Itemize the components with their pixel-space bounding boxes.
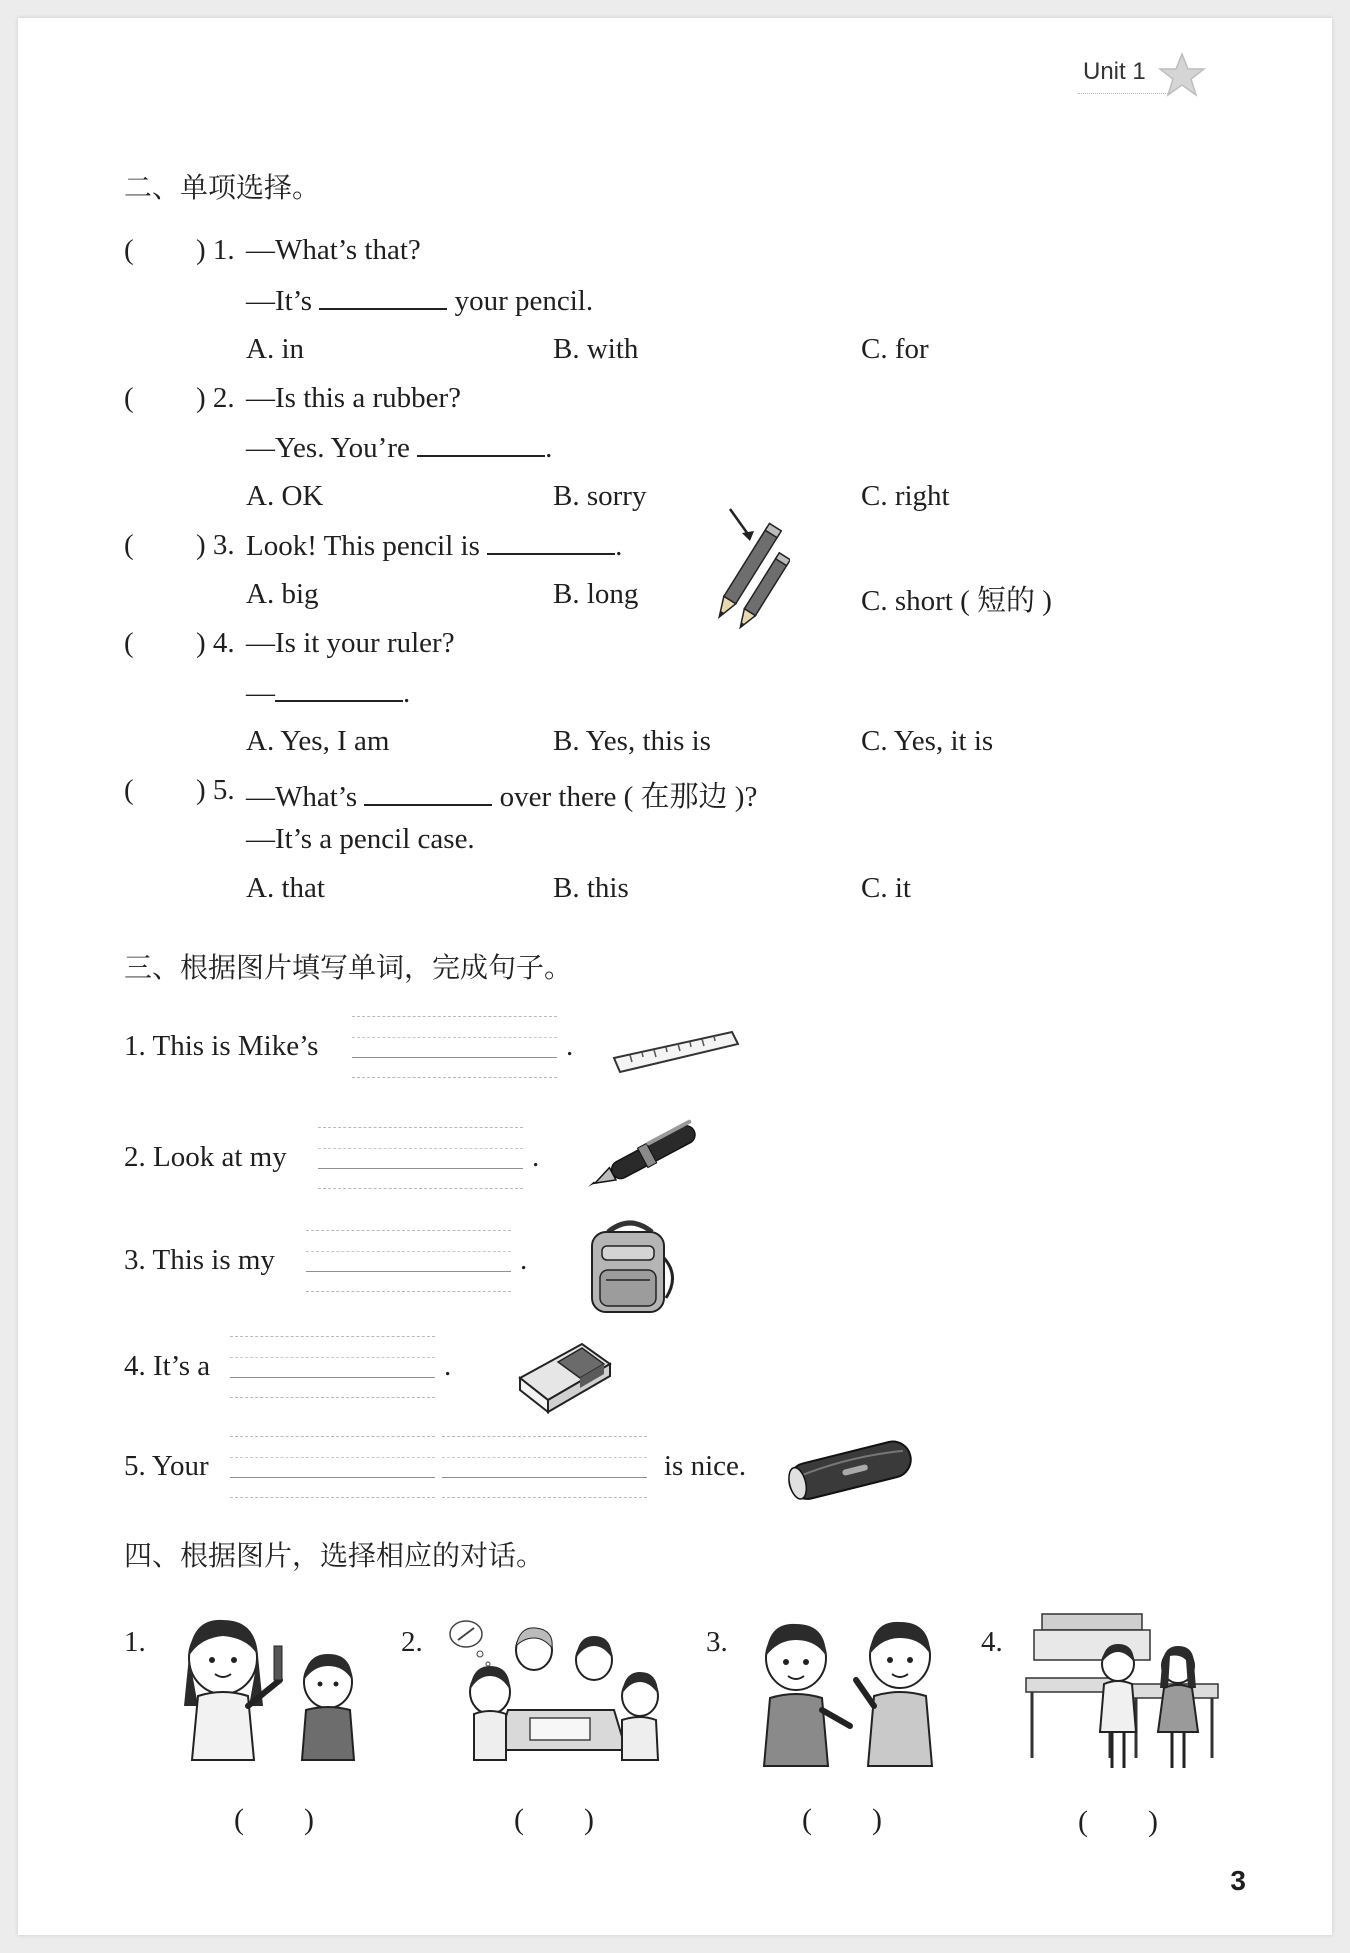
q1-line2 (246, 284, 593, 318)
worksheet-page (18, 18, 1332, 1935)
schoolbag-icon (578, 1214, 682, 1318)
answer-paren-q4[interactable]: ( (124, 627, 134, 659)
star-icon (1158, 52, 1206, 98)
q1-option-c[interactable]: C. for (861, 333, 929, 365)
q3-option-c[interactable]: C. short ( 短的 ) (861, 585, 1052, 617)
q1-line2-pre: —It’s (246, 285, 313, 317)
q5-option-c[interactable]: C. it (861, 872, 911, 904)
answer-paren-q3[interactable]: ( (124, 529, 134, 561)
writing-lines-4[interactable] (230, 1336, 435, 1398)
q5-option-a[interactable]: A. that (246, 872, 325, 904)
q5-prompt-line (246, 774, 757, 815)
unit-label: Unit 1 (1083, 58, 1146, 85)
fill-item-3-end: . (520, 1244, 528, 1276)
q4-line2-pre: — (246, 677, 275, 709)
q2-line2-post: . (545, 432, 553, 464)
writing-lines-3[interactable] (306, 1230, 511, 1292)
q2-option-b[interactable]: B. sorry (553, 480, 647, 512)
q4-line2 (246, 676, 410, 710)
answer-paren-picture-2[interactable]: ( ) (514, 1803, 594, 1836)
fill-item-1-end: . (566, 1030, 574, 1062)
section4-title: 四、根据图片，选择相应的对话。 (124, 1539, 545, 1572)
q2-option-c[interactable]: C. right (861, 480, 950, 512)
pencil-case-icon (782, 1434, 920, 1506)
answer-paren-q2[interactable]: ( (124, 382, 134, 414)
q1-option-a[interactable]: A. in (246, 333, 304, 365)
q4-prompt: —Is it your ruler? (246, 627, 455, 659)
q2-line2 (246, 431, 552, 465)
group-at-table-illustration (444, 1610, 670, 1770)
fill-item-2-end: . (532, 1141, 540, 1173)
q5-line2: —It’s a pencil case. (246, 823, 475, 855)
classroom-desks-illustration (1022, 1608, 1222, 1778)
q5-prompt-post: over there ( 在那边 )? (499, 781, 758, 813)
q3-blank[interactable] (487, 529, 615, 555)
picture-2-number: 2. (401, 1626, 423, 1658)
fill-item-3-text: 3. This is my (124, 1244, 275, 1276)
q2-option-a[interactable]: A. OK (246, 480, 324, 512)
answer-paren-picture-3[interactable]: ( ) (802, 1803, 882, 1836)
q1-number: ) 1. (196, 234, 235, 266)
fill-item-2-text: 2. Look at my (124, 1141, 287, 1173)
q1-blank[interactable] (319, 284, 447, 310)
q5-blank[interactable] (364, 780, 492, 806)
q3-prompt: Look! This pencil is (246, 530, 480, 562)
q3-number: ) 3. (196, 529, 235, 561)
answer-paren-picture-4[interactable]: ( ) (1078, 1805, 1158, 1838)
q2-line2-pre: —Yes. You’re (246, 432, 410, 464)
q2-prompt: —Is this a rubber? (246, 382, 462, 414)
writing-lines-5a[interactable] (230, 1436, 435, 1498)
answer-paren-q1[interactable]: ( (124, 234, 134, 266)
picture-3-number: 3. (706, 1626, 728, 1658)
pencils-icon (698, 503, 790, 643)
q1-option-b[interactable]: B. with (553, 333, 639, 365)
q3-option-b[interactable]: B. long (553, 578, 639, 610)
page-number: 3 (1230, 1865, 1246, 1896)
q3-option-a[interactable]: A. big (246, 578, 319, 610)
header-underline (1078, 93, 1168, 94)
q5-prompt: —What’s (246, 781, 358, 813)
picture-4-number: 4. (981, 1626, 1003, 1658)
section3-title: 三、根据图片填写单词，完成句子。 (124, 951, 573, 984)
pen-icon (578, 1118, 718, 1192)
q1-prompt: —What’s that? (246, 234, 421, 266)
q5-option-b[interactable]: B. this (553, 872, 629, 904)
fill-item-4-end: . (444, 1350, 452, 1382)
two-boys-illustration (744, 1606, 954, 1776)
section2-title: 二、单项选择。 (124, 171, 321, 204)
picture-1-number: 1. (124, 1626, 146, 1658)
answer-paren-picture-1[interactable]: ( ) (234, 1803, 314, 1836)
q3-prompt-line (246, 529, 622, 563)
q4-option-a[interactable]: A. Yes, I am (246, 725, 390, 757)
girl-and-boy-illustration (168, 1610, 364, 1770)
q4-number: ) 4. (196, 627, 235, 659)
fill-item-5-end: is nice. (664, 1450, 747, 1482)
fill-item-4-text: 4. It’s a (124, 1350, 211, 1382)
q4-blank[interactable] (275, 676, 403, 702)
answer-paren-q5[interactable]: ( (124, 774, 134, 806)
writing-lines-2[interactable] (318, 1127, 523, 1189)
q4-option-c[interactable]: C. Yes, it is (861, 725, 994, 757)
q5-number: ) 5. (196, 774, 235, 806)
ruler-icon (610, 1022, 742, 1078)
q2-blank[interactable] (417, 431, 545, 457)
q2-number: ) 2. (196, 382, 235, 414)
fill-item-5-text: 5. Your (124, 1450, 209, 1482)
q3-prompt-post: . (615, 530, 623, 562)
eraser-icon (512, 1334, 616, 1418)
q1-line2-post: your pencil. (454, 285, 594, 317)
fill-item-1-text: 1. This is Mike’s (124, 1030, 319, 1062)
writing-lines-5b[interactable] (442, 1436, 647, 1498)
writing-lines-1[interactable] (352, 1016, 557, 1078)
q4-option-b[interactable]: B. Yes, this is (553, 725, 711, 757)
q4-line2-post: . (403, 677, 411, 709)
